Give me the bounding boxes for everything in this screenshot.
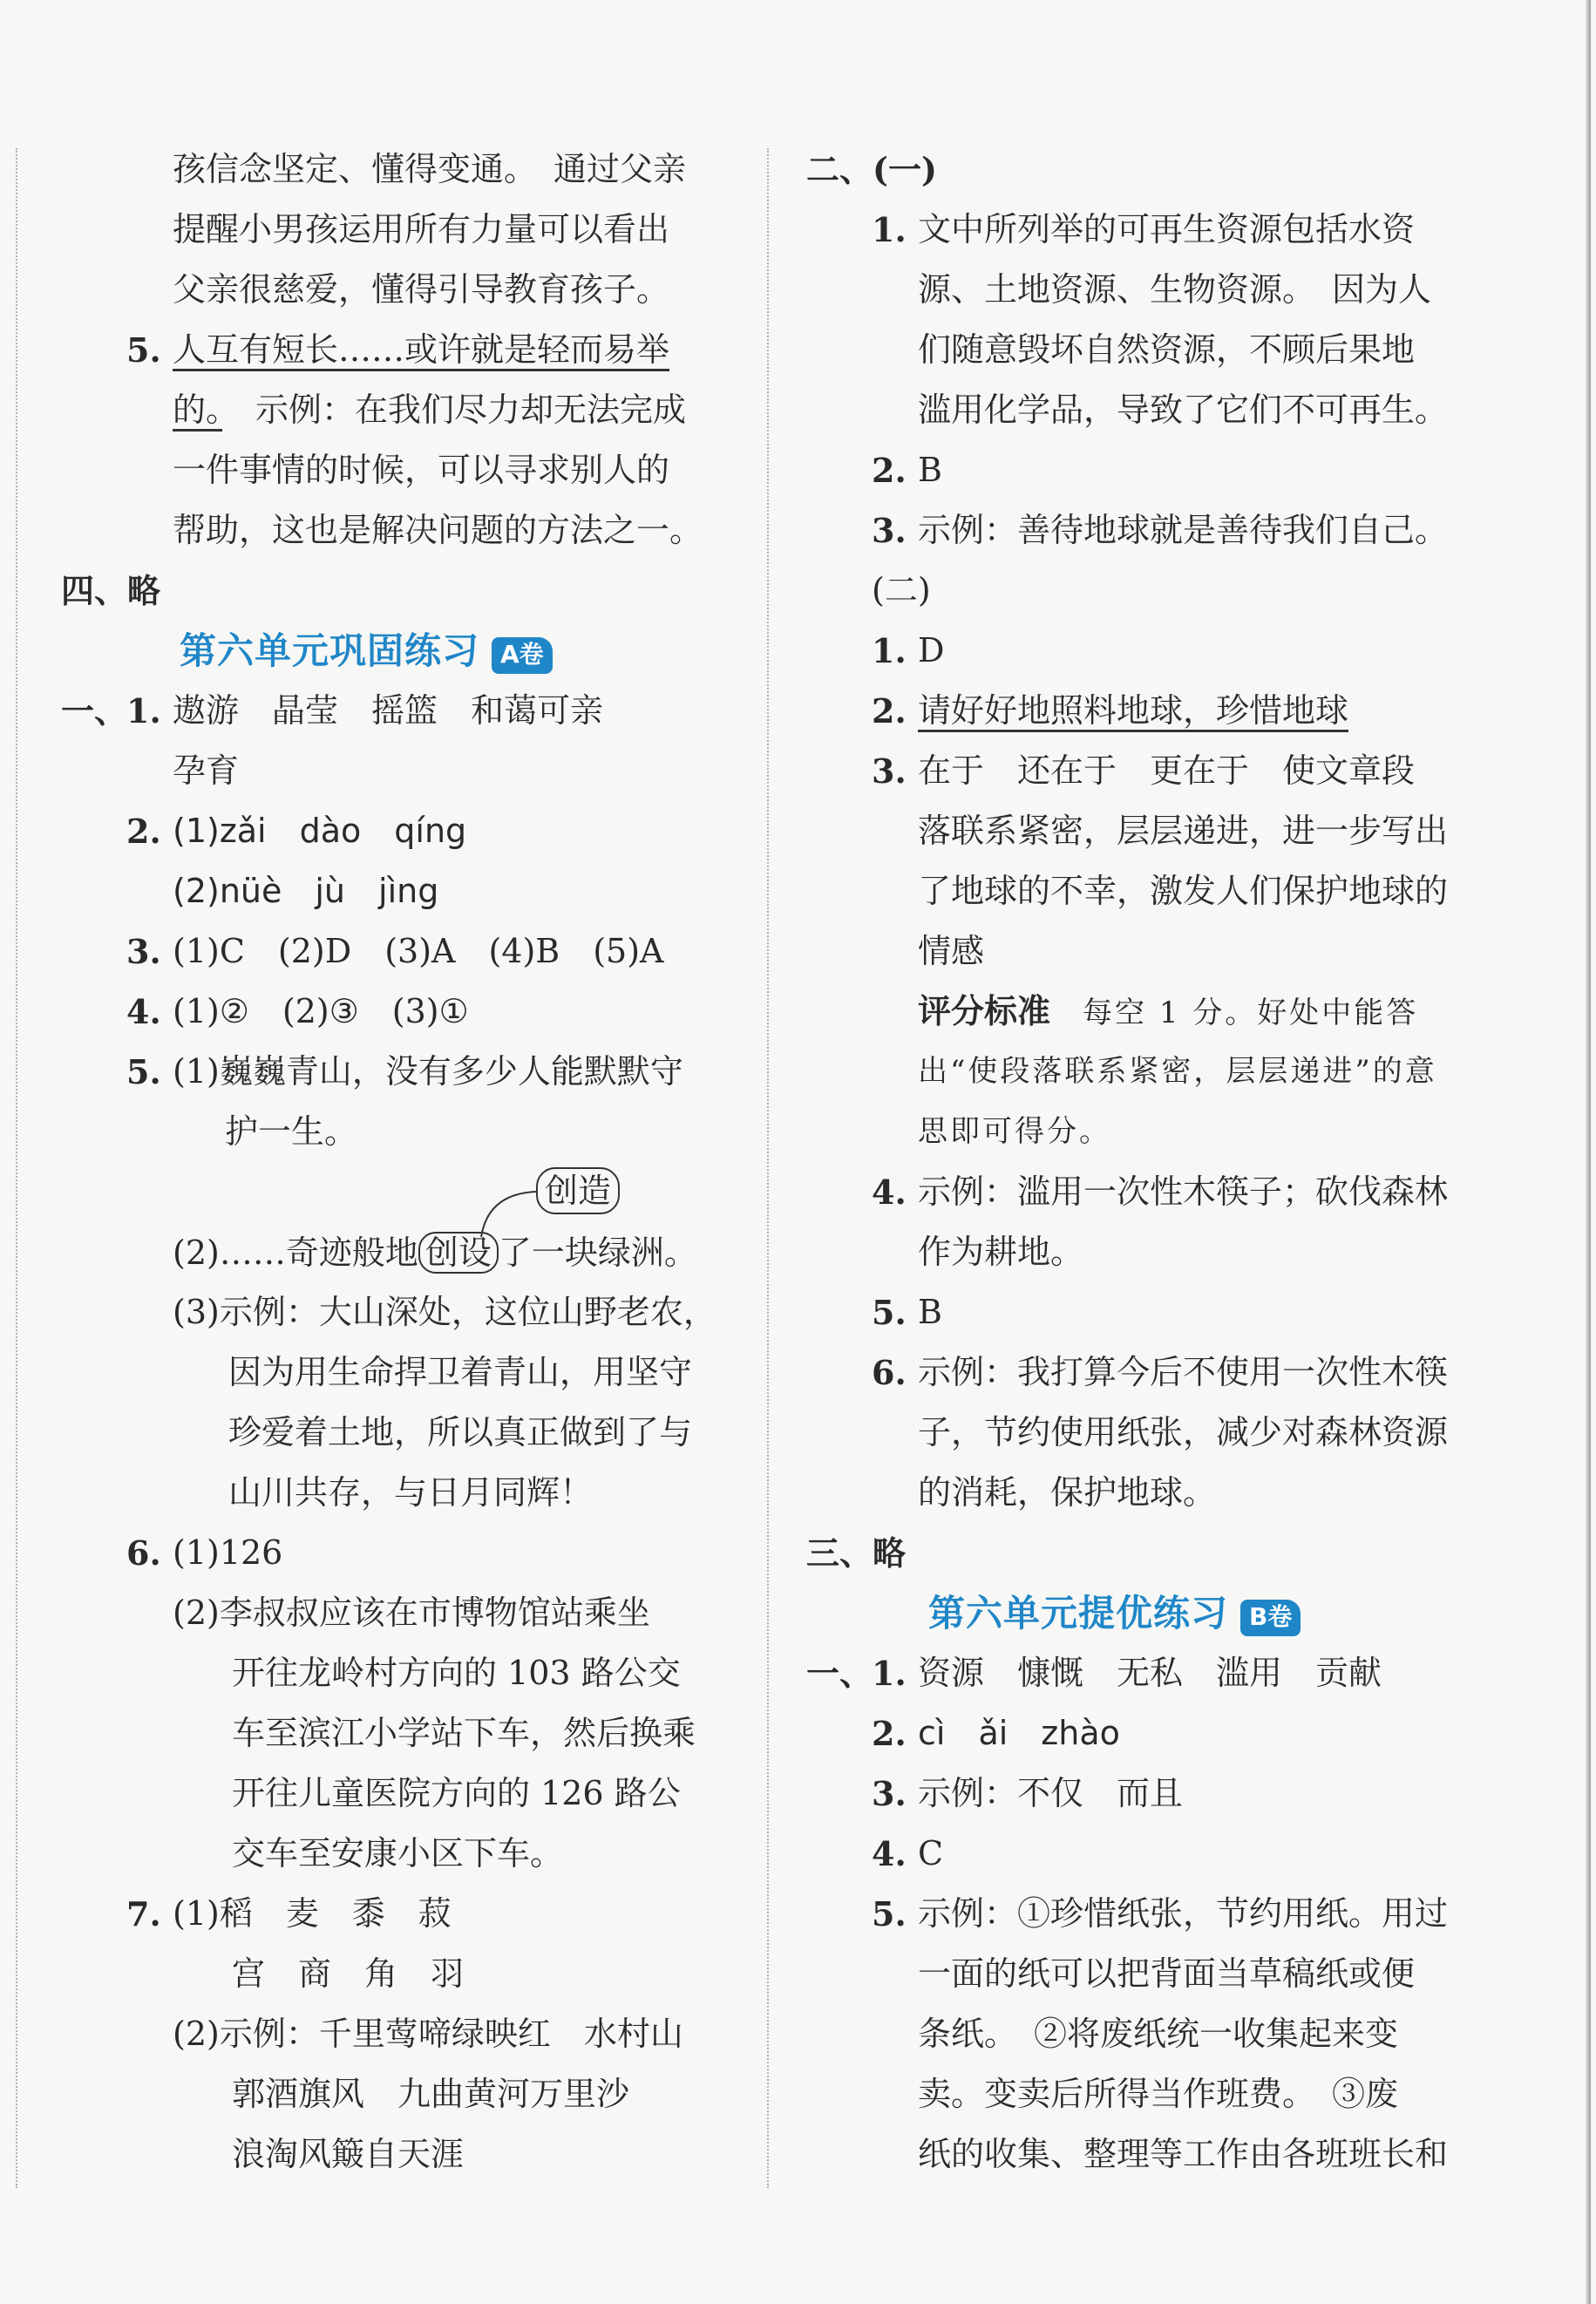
correction-line [61, 1162, 732, 1282]
paper-a-badge: A卷 [492, 637, 553, 674]
answer-text: 示例：我打算今后不使用一次性木筷 [918, 1353, 1449, 1391]
text-line: 孩信念坚定、懂得变通。 通过父亲 [173, 150, 687, 188]
question-number: 6. [872, 1353, 907, 1392]
question-4 [61, 982, 732, 1042]
question-5b [61, 1042, 732, 1102]
question-number: 1. [126, 691, 161, 731]
question-7 [61, 1884, 732, 1944]
text-line: 浪淘风簸自天涯 [232, 2135, 465, 2173]
question-number: 6. [126, 1533, 161, 1573]
answer-text: 资源 慷慨 无私 滥用 贡献 [918, 1654, 1382, 1692]
text-line: 车至滨江小学站下车，然后换乘 [232, 1714, 696, 1752]
question-number: 2. [872, 1714, 907, 1753]
pinyin-answer: (1)zǎi dào qíng [173, 812, 467, 850]
question-3 [61, 921, 732, 982]
text-line: 情感 [918, 932, 985, 970]
unit-title [806, 1583, 1477, 1643]
answer-text: 示例：滥用一次性木筷子；砍伐森林 [918, 1172, 1449, 1211]
left-margin-rule [16, 148, 17, 2188]
text-line: 开往儿童医院方向的 126 路公 [232, 1774, 681, 1812]
text-line: 珍爱着土地，所以真正做到了与 [228, 1413, 693, 1451]
text-line [61, 380, 732, 440]
text-line: (2)示例：千里莺啼绿映红 水村山 [173, 2015, 683, 2053]
scoring-text: 出“使段落联系紧密，层层递进”的意 [918, 1054, 1437, 1089]
text-line: 帮助，这也是解决问题的方法之一。 [173, 511, 703, 549]
question-number: 2. [872, 691, 907, 731]
question-5 [806, 1884, 1477, 1944]
answer-text: (1)② (2)③ (3)① [173, 992, 469, 1030]
text-line: 交车至安康小区下车。 [232, 1834, 564, 1872]
text-line: 了地球的不幸，激发人们保护地球的 [918, 872, 1449, 910]
scoring-note [806, 982, 1477, 1042]
question-1 [61, 681, 732, 741]
answer-text: 示例：不仅 而且 [918, 1774, 1184, 1812]
text-line: 们随意毁坏自然资源，不顾后果地 [918, 330, 1416, 369]
question-1 [806, 200, 1477, 260]
text-line: (2)李叔叔应该在市博物馆站乘坐 [173, 1594, 650, 1632]
text-line: 源、土地资源、生物资源。 因为人 [918, 270, 1432, 309]
question-number: 1. [872, 210, 907, 249]
text-line: 卖。变卖后所得当作班费。 ③废 [918, 2075, 1399, 2113]
section-label: 一、 [61, 691, 128, 731]
question-1 [806, 621, 1477, 681]
question-number: 1. [872, 631, 907, 670]
paper-b-badge: B卷 [1240, 1600, 1301, 1636]
text-line: 郭酒旗风 九曲黄河万里沙 [232, 2075, 630, 2113]
question-4 [806, 1824, 1477, 1884]
answer-text: B [918, 451, 942, 489]
question-number: 4. [872, 1834, 907, 1873]
question-3 [806, 741, 1477, 801]
text-line: 子，节约使用纸张，减少对森林资源 [918, 1413, 1449, 1451]
text-line: 护一生。 [225, 1112, 358, 1151]
circled-word: 创设 [418, 1232, 499, 1274]
answer-text: (1)巍巍青山，没有多少人能默默守 [173, 1052, 683, 1091]
pinyin-text: (2)nüè jù jìng [173, 872, 439, 910]
answer-suffix: 了一块绿洲。 [498, 1234, 697, 1272]
answer-text [173, 1223, 697, 1283]
question-number: 2. [872, 451, 907, 490]
text-line: 因为用生命捍卫着青山，用坚守 [228, 1353, 693, 1391]
answer-prefix: (2)……奇迹般地 [173, 1234, 418, 1272]
question-number: 3. [872, 1774, 907, 1813]
question-number: 5. [872, 1293, 907, 1332]
question-4 [806, 1162, 1477, 1222]
question-1 [806, 1643, 1477, 1703]
question-number: 1. [872, 1654, 907, 1693]
question-number: 4. [872, 1172, 907, 1212]
question-6 [806, 1342, 1477, 1403]
scoring-text: 思即可得分。 [918, 1114, 1111, 1149]
question-number: 3. [872, 511, 907, 550]
section-heading: 四、略 [61, 571, 161, 610]
scoring-text: 每空 1 分。好处中能答 [1050, 996, 1419, 1030]
question-number: 5. [872, 1894, 907, 1934]
underlined-quote: 的。 [173, 391, 223, 429]
right-column [806, 139, 1477, 2185]
question-2 [806, 440, 1477, 500]
text-line: 一面的纸可以把背面当草稿纸或便 [918, 1954, 1416, 1993]
text-line: (3)示例：大山深处，这位山野老农， [173, 1293, 717, 1331]
text-line: 的消耗，保护地球。 [918, 1473, 1217, 1512]
question-number: 3. [872, 751, 907, 791]
underlined-answer: 请好好地照料地球，珍惜地球 [918, 691, 1349, 730]
question-number: 7. [126, 1894, 161, 1934]
question-number: 4. [126, 992, 161, 1031]
answer-text: 遨游 晶莹 摇篮 和蔼可亲 [173, 691, 604, 730]
answer-text: D [918, 631, 945, 669]
answer-text: C [918, 1834, 944, 1872]
text-line: 开往龙岭村方向的 103 路公交 [232, 1654, 681, 1692]
underlined-quote: 人互有短长……或许就是轻而易举 [173, 330, 670, 369]
left-column [61, 139, 732, 2185]
question-number: 3. [126, 932, 161, 971]
text-line: 父亲很慈爱，懂得引导教育孩子。 [173, 270, 670, 309]
text-line: 孕育 [173, 751, 240, 790]
question-5 [806, 1282, 1477, 1342]
question-6 [61, 1523, 732, 1583]
question-3 [806, 1764, 1477, 1824]
answer-text: (1)稻 麦 黍 菽 [173, 1894, 452, 1933]
question-5 [61, 320, 732, 380]
unit-title-text: 第六单元提优练习 [928, 1592, 1229, 1635]
text-line: 一件事情的时候，可以寻求别人的 [173, 451, 670, 489]
correction-bubble: 创造 [536, 1167, 620, 1214]
answer-text: 在于 还在于 更在于 使文章段 [918, 751, 1416, 790]
text-line: 落联系紧密，层层递进，进一步写出 [918, 812, 1449, 850]
text-line: 宫 商 角 羽 [232, 1954, 465, 1993]
section-label: 一、 [806, 1654, 873, 1693]
question-number: 2. [126, 812, 161, 851]
text-line: 滥用化学品，导致了它们不可再生。 [918, 391, 1449, 429]
text-line: 山川共存，与日月同辉！ [228, 1473, 594, 1512]
question-number: 5. [126, 1052, 161, 1091]
column-divider [767, 148, 769, 2188]
scoring-label: 评分标准 [918, 992, 1051, 1030]
question-2 [806, 1703, 1477, 1764]
answer-text: 示例：善待地球就是善待我们自己。 [918, 511, 1449, 549]
unit-title [61, 621, 732, 681]
answer-text: 示例：①珍惜纸张，节约用纸。用过 [918, 1894, 1449, 1933]
pinyin-answer [61, 861, 732, 921]
question-2 [806, 681, 1477, 741]
text-line: 提醒小男孩运用所有力量可以看出 [173, 210, 670, 248]
answer-text: (1)C (2)D (3)A (4)B (5)A [173, 932, 664, 970]
subsection-heading: (二) [872, 571, 931, 609]
pinyin-answer: cì ǎi zhào [918, 1714, 1120, 1752]
question-3 [806, 500, 1477, 561]
section-heading: 三、略 [806, 1533, 907, 1573]
text-line: 条纸。 ②将废纸统一收集起来变 [918, 2015, 1399, 2053]
answer-text: 示例：在我们尽力却无法完成 [222, 391, 687, 429]
question-2 [61, 801, 732, 861]
answer-text: 文中所列举的可再生资源包括水资 [918, 210, 1416, 248]
answer-text: (1)126 [173, 1533, 283, 1572]
text-line: 纸的收集、整理等工作由各班班长和 [918, 2135, 1449, 2173]
page-edge [1586, 0, 1591, 2304]
unit-title-text: 第六单元巩固练习 [180, 629, 480, 672]
section-heading: 二、(一) [806, 150, 937, 189]
text-line: 作为耕地。 [918, 1233, 1084, 1271]
answer-text: B [918, 1293, 942, 1331]
question-number: 5. [126, 330, 161, 370]
